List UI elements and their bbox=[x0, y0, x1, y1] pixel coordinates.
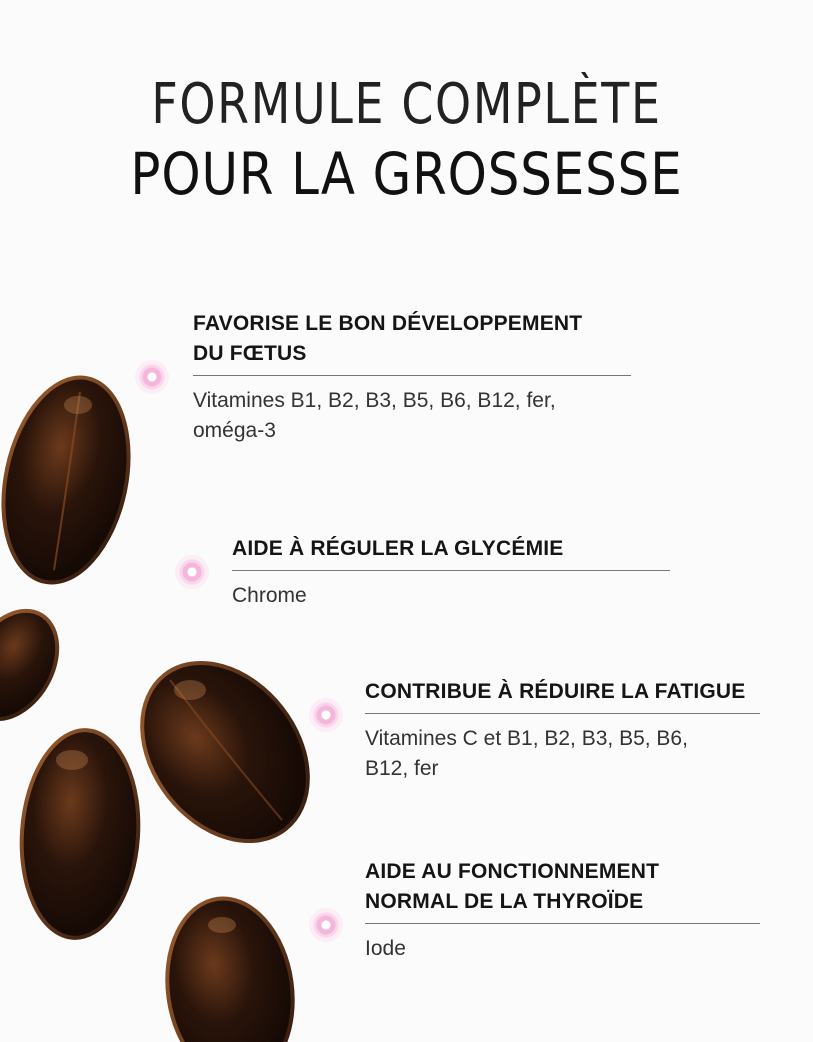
heading-line-2: POUR LA GROSSESSE bbox=[130, 140, 683, 208]
benefit-marker-dot bbox=[135, 360, 169, 394]
benefit-ingredients-line: B12, fer bbox=[365, 757, 439, 780]
benefit-title bbox=[365, 677, 760, 707]
capsule-5 bbox=[156, 890, 304, 1042]
benefit-thyroid bbox=[365, 857, 760, 964]
benefit-ingredients-line: Chrome bbox=[232, 584, 307, 607]
benefit-divider bbox=[193, 375, 631, 376]
benefit-marker-dot bbox=[309, 908, 343, 942]
benefit-ingredients bbox=[232, 581, 670, 611]
benefit-ingredients-line: Vitamines C et B1, B2, B3, B5, B6, bbox=[365, 727, 688, 750]
benefit-ingredients bbox=[193, 386, 631, 446]
benefit-marker-dot bbox=[175, 555, 209, 589]
benefit-title bbox=[365, 857, 760, 917]
capsule-4 bbox=[15, 726, 145, 942]
capsule-3 bbox=[108, 630, 342, 873]
benefit-title-line: NORMAL DE LA THYROÏDE bbox=[365, 890, 644, 913]
benefit-ingredients-line: Iode bbox=[365, 937, 406, 960]
benefit-ingredients-line: oméga-3 bbox=[193, 419, 276, 442]
benefit-divider bbox=[232, 570, 670, 571]
benefit-marker-dot bbox=[309, 698, 343, 732]
benefit-title-line: DU FŒTUS bbox=[193, 342, 307, 365]
benefit-fatigue bbox=[365, 677, 760, 784]
benefit-ingredients-line: Vitamines B1, B2, B3, B5, B6, B12, fer, bbox=[193, 389, 556, 412]
benefit-ingredients bbox=[365, 724, 760, 784]
benefit-divider bbox=[365, 713, 760, 714]
benefit-blood-sugar bbox=[232, 534, 670, 611]
benefit-fetal-development bbox=[193, 309, 631, 446]
benefit-title bbox=[193, 309, 631, 369]
benefit-divider bbox=[365, 923, 760, 924]
heading-line-1: FORMULE COMPLÈTE bbox=[151, 72, 662, 137]
capsule-2 bbox=[0, 595, 76, 735]
benefit-title-line: AIDE AU FONCTIONNEMENT bbox=[365, 860, 660, 883]
benefit-title-line: AIDE À RÉGULER LA GLYCÉMIE bbox=[232, 537, 564, 560]
capsule-1 bbox=[0, 366, 146, 594]
benefit-ingredients bbox=[365, 934, 760, 964]
benefit-title-line: CONTRIBUE À RÉDUIRE LA FATIGUE bbox=[365, 680, 746, 703]
benefit-title-line: FAVORISE LE BON DÉVELOPPEMENT bbox=[193, 312, 583, 335]
benefit-title bbox=[232, 534, 670, 564]
